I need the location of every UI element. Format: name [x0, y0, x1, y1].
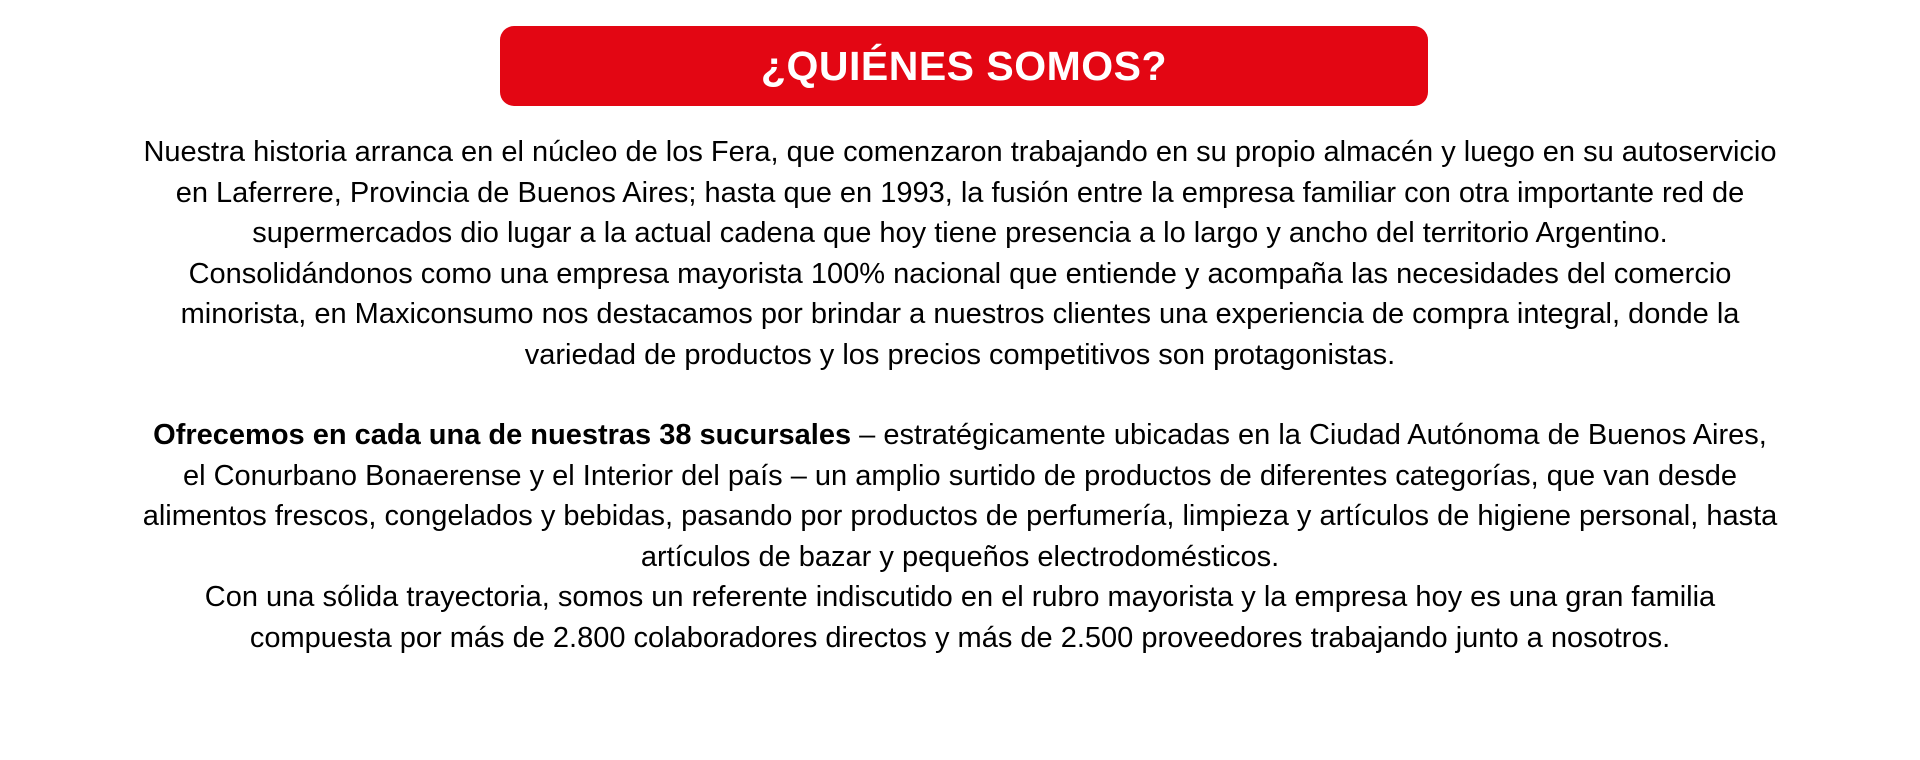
offer-text: – estratégicamente ubicadas en la Ciudad Autónoma de Buenos Aires, el Conurbano Bonaerense y el Interior del país – un amplio surtido de productos de diferentes categorías, que van desde alimentos frescos, congelados y bebidas, pasando por productos de perfumería, limpieza y artículos de higiene personal, hasta artículos de bazar y pequeños electrodomésticos.	[142, 419, 1778, 573]
paragraph-spacer	[140, 375, 1780, 415]
trajectory-paragraph: Con una sólida trayectoria, somos un referente indiscutido en el rubro mayorista y la empresa hoy es una gran familia compuesta por más de 2.800 colaboradores directos y más de 2.500 proveedores trabajando junto a nosotros.	[204, 581, 1716, 654]
about-content	[140, 132, 1780, 658]
section-title: ¿QUIÉNES SOMOS?	[760, 42, 1168, 89]
history-paragraph: Nuestra historia arranca en el núcleo de los Fera, que comenzaron trabajando en su propio almacén y luego en su autoservicio en Laferrere, Provincia de Buenos Aires; hasta que en 1993, la fusión entre la empresa familiar con otra importante red de supermercados dio lugar a la actual cadena que hoy tiene presencia a lo largo y ancho del territorio Argentino. Consolidándonos como una empresa mayorista 100% nacional que entiende y acompaña las necesidades del comercio minorista, en Maxiconsumo nos destacamos por brindar a nuestros clientes una experiencia de compra integral, donde la variedad de productos y los precios competitivos son protagonistas.	[143, 136, 1777, 371]
offer-paragraph	[140, 415, 1780, 577]
offer-highlight: Ofrecemos en cada una de nuestras 38 sucursales	[153, 419, 852, 451]
section-title-banner	[500, 26, 1428, 106]
